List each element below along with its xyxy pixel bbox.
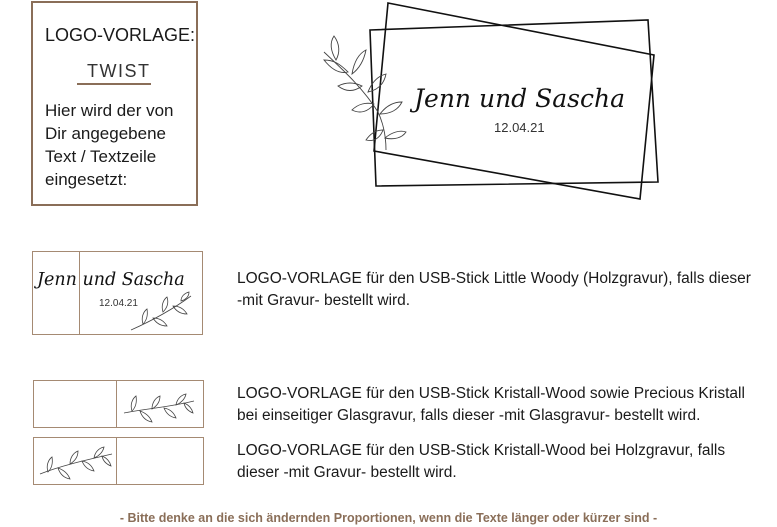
kristall-wood-divider (116, 438, 117, 484)
kristall-wood-description-1: LOGO-VORLAGE für den USB-Stick Kristall-Wood bei Holzgravur, falls (237, 442, 726, 459)
template-info-box (31, 1, 198, 206)
leaf-branch-icon (38, 444, 114, 480)
little-woody-names: Jenn und Sascha (37, 270, 185, 290)
main-logo-date: 12.04.21 (494, 120, 545, 135)
kristall-wood-preview (33, 437, 204, 485)
little-woody-divider (79, 252, 80, 334)
little-woody-preview (32, 251, 203, 335)
template-title: LOGO-VORLAGE: (45, 25, 196, 45)
leaf-branch-icon (324, 36, 406, 150)
kristall-glass-description-1: LOGO-VORLAGE für den USB-Stick Kristall-Wood sowie Precious Kristall (237, 385, 745, 402)
kristall-glass-preview (33, 380, 204, 428)
main-logo (318, 0, 668, 200)
little-woody-description-1: LOGO-VORLAGE für den USB-Stick Little Woody (Holzgravur), falls dieser (237, 270, 751, 287)
proportions-note: - Bitte denke an die sich ändernden Proportionen, wenn die Texte länger oder kürzer sind - (119, 511, 658, 525)
little-woody-description-2: -mit Gravur- bestellt wird. (237, 292, 411, 309)
template-name-underline (77, 83, 151, 85)
template-name: TWIST (87, 61, 151, 81)
leaf-branch-icon (129, 292, 199, 332)
kristall-wood-description-2: dieser -mit Gravur- bestellt wird. (237, 464, 457, 481)
kristall-glass-description-2: bei einseitiger Glasgravur, falls dieser -mit Glasgravur- bestellt wird. (237, 407, 701, 424)
template-description: Hier wird der von Dir angegebene Text / Textzeile eingesetzt: (45, 101, 174, 189)
little-woody-date: 12.04.21 (99, 298, 138, 309)
kristall-glass-divider (116, 381, 117, 427)
main-logo-names: Jenn und Sascha (414, 84, 625, 113)
leaf-branch-icon (122, 387, 198, 423)
